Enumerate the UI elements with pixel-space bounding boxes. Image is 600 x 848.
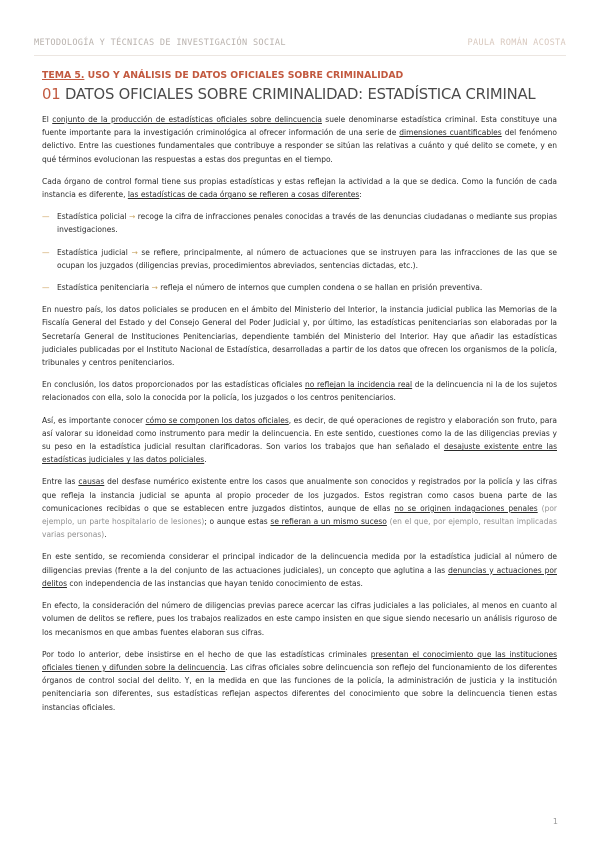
course-title: METODOLOGÍA Y TÉCNICAS DE INVESTIGACIÓN SOCIAL bbox=[34, 38, 286, 48]
list-item: — Estadística policial → recoge la cifra de infracciones penales conocidas a través de las denuncias ciudadanas o mediante sus propias investigaciones. bbox=[42, 212, 558, 235]
paragraph: El conjunto de la producción de estadísticas oficiales sobre delincuencia suele denominarse estadística criminal. Esta constituye una fuente importante para la investigación criminológica al ofrecer información de una serie de dimensiones cuantificables del fenómeno delictivo. Entre las cuestiones fundamentales que contribuye a responder se sitúan las relativas a cuánto y qué delito se comete, y en qué términos evolucionan las respuestas a estas dos preguntas en el tiempo. bbox=[42, 115, 557, 164]
arrow-icon: → bbox=[131, 247, 138, 257]
paragraph: Por todo lo anterior, debe insistirse en el hecho de que las estadísticas criminales presentan el conocimiento que las instituciones oficiales tienen y difunden sobre la delincuencia. Las cifras oficiales sobre delincuencia son reflejo del funcionamiento de los diferentes órganos de control social del delito. Y, en la medida en que las funciones de la policía, la administración de justicia y la institución penitenciaria son diferentes, sus estadísticas reflejan aspectos diferentes del conocimiento que sobre la delincuencia tienen estas instancias oficiales. bbox=[42, 649, 557, 712]
header-divider bbox=[34, 55, 566, 56]
author-name: PAULA ROMÁN ACOSTA bbox=[467, 38, 566, 48]
topic-number: TEMA 5. bbox=[42, 70, 85, 81]
paragraph: En este sentido, se recomienda considerar el principal indicador de la delincuencia medida por la estadística judicial al número de diligencias previas (frente a la del conjunto de las actuaciones judiciales), un concepto que aglutina a las denuncias y actuaciones por delitos con independencia de las instancias que hayan tenido conocimiento de estas. bbox=[42, 552, 557, 588]
arrow-icon: → bbox=[151, 283, 158, 293]
paragraph: En efecto, la consideración del número de diligencias previas parece acercar las cifras judiciales a las policiales, al menos en cuanto al volumen de delitos se refiere, pues los trabajos realizados en este campo insisten en que sigue siendo necesario un análisis riguroso de los mecanismos en que ambas fuentes elaboran sus cifras. bbox=[42, 601, 557, 637]
arrow-icon: → bbox=[128, 212, 136, 222]
page-number: 1 bbox=[552, 817, 558, 826]
paragraph: Cada órgano de control formal tiene sus propias estadísticas y estas reflejan la actividad a la que se dedica. Como la función de cada instancia es diferente, las estadísticas de cada órgano se refieren a cosas diferentes: bbox=[42, 176, 557, 200]
section-heading bbox=[42, 86, 566, 103]
list-item: — Estadística penitenciaria → refleja el número de internos que cumplen condena o se hallan en prisión preventiva. bbox=[42, 281, 557, 294]
topic-heading bbox=[42, 70, 558, 81]
paragraph: Así, es importante conocer cómo se componen los datos oficiales, es decir, de qué operaciones de registro y elaboración son fruto, para así valorar su idoneidad como instrumento para medir la delincuencia. En este sentido, cuestiones como la de las diligencias previas y su peso en la estadística judicial resultan clarificadoras. Son varios los trabajos que han señalado el desajuste existente entre las estadísticas judiciales y las datos policiales. bbox=[42, 415, 557, 465]
dash-bullet: — bbox=[42, 283, 50, 293]
topic-title: USO Y ANÁLISIS DE DATOS OFICIALES SOBRE CRIMINALIDAD bbox=[87, 70, 404, 81]
page-header bbox=[34, 38, 566, 52]
paragraph: En nuestro país, los datos policiales se producen en el ámbito del Ministerio del Interior, la instancia judicial publica las Memorias de la Fiscalía General del Estado y del Consejo General del Poder Judicial y, por último, las estadísticas penitenciarias son elaboradas por la Secretaría General de Instituciones Penitenciarias, dependiente también del Ministerio del Interior. Hay que añadir las estadísticas judiciales publicadas por el Instituto Nacional de Estadística, desarrolladas a partir de los datos que ofrecen los organismos de la policía, tribunales y centros penitenciarios. bbox=[42, 305, 557, 368]
list-item: — Estadística judicial → se refiere, principalmente, al número de actuaciones que se instruyen para las infracciones de las que se ocupan los juzgados (diligencias previas, procedimientos abreviados, sentencias dictadas, etc.). bbox=[42, 247, 557, 270]
dash-bullet: — bbox=[42, 212, 50, 222]
paragraph: Entre las causas del desfase numérico existente entre los casos que anualmente son conocidos y registrados por la policía y las cifras que refleja la instancia judicial se apunta al propio proceder de los juzgados. Estos registran como casos buena parte de las comunicaciones recibidas o que se establecen entre juzgados distintos, aunque de ellas no se originen indagaciones penales (por ejemplo, un parte hospitalario de lesiones); o aunque estas se refieran a un mismo suceso (en el que, por ejemplo, resultan implicadas varias personas). bbox=[42, 477, 558, 540]
dash-bullet: — bbox=[42, 247, 50, 257]
section-number: 01 bbox=[42, 86, 61, 103]
document-body bbox=[42, 113, 557, 723]
section-title: DATOS OFICIALES SOBRE CRIMINALIDAD: ESTADÍSTICA CRIMINAL bbox=[64, 86, 536, 103]
paragraph: En conclusión, los datos proporcionados por las estadísticas oficiales no reflejan la incidencia real de la delincuencia ni la de los sujetos relacionados con ella, solo la conocida por la policía, los juzgados o los centros penitenciarios. bbox=[42, 380, 557, 403]
